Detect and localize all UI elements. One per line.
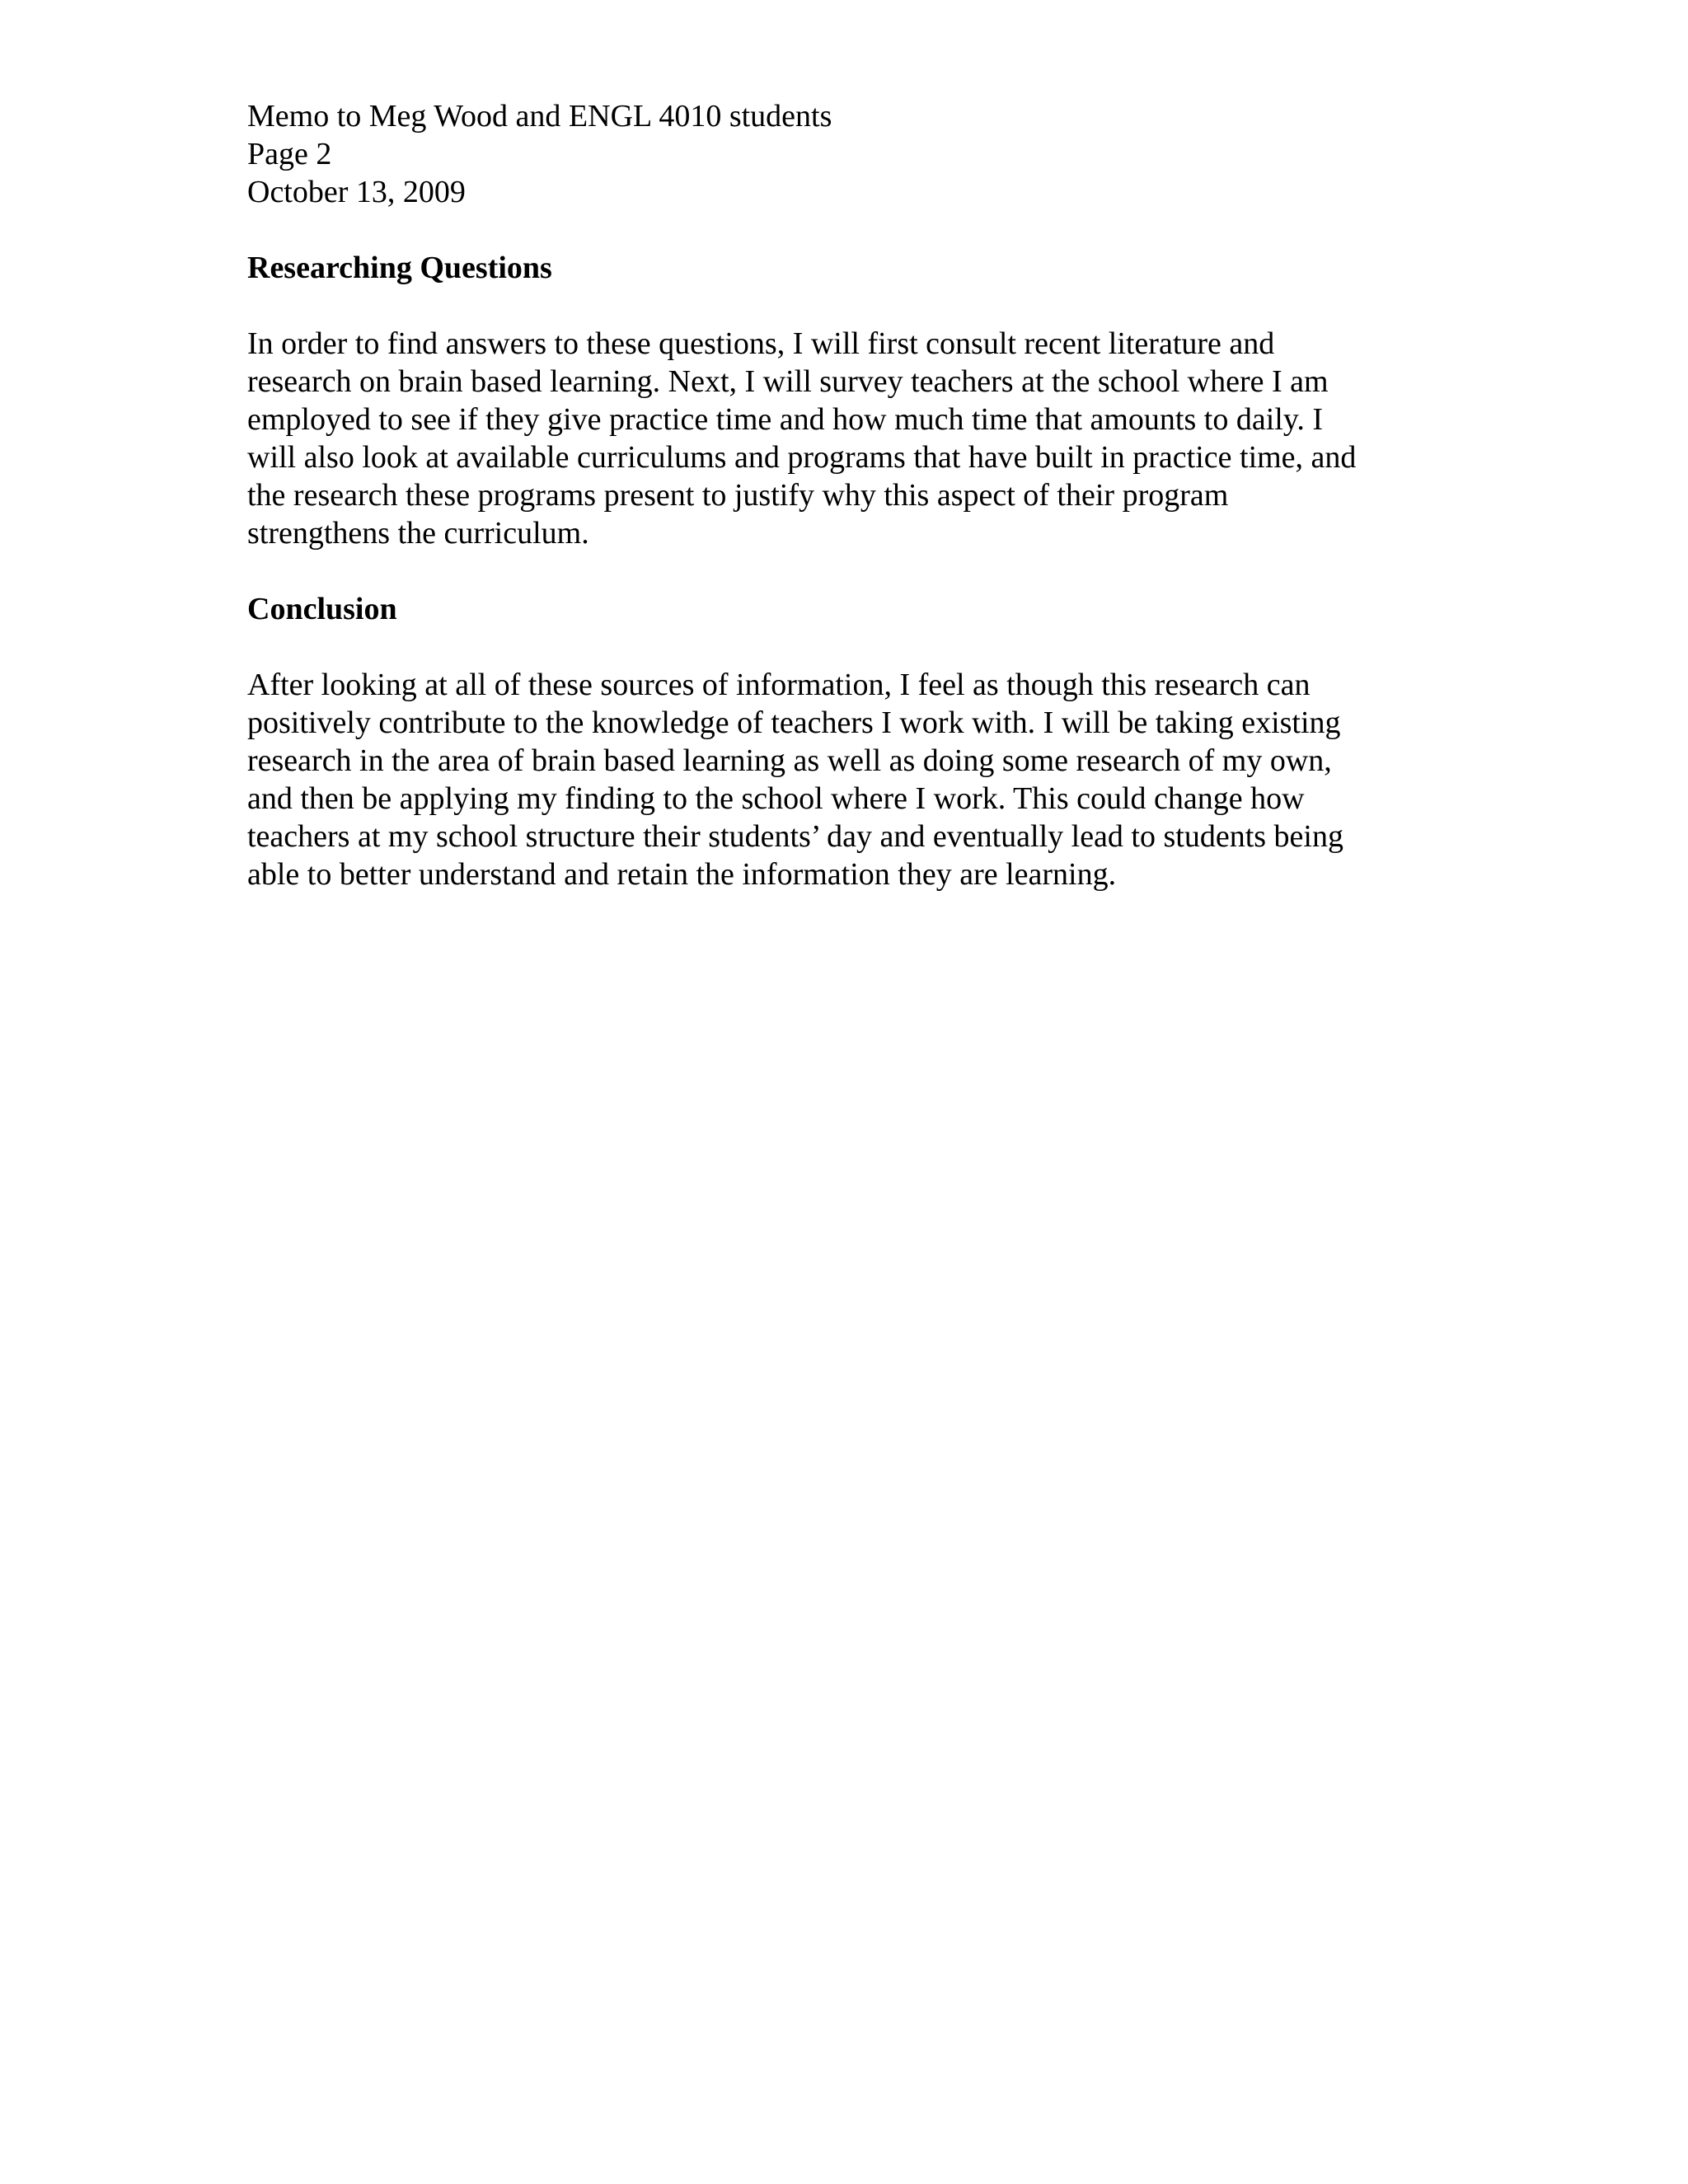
spacer [247,552,1451,590]
paragraph-line: research on brain based learning. Next, I will survey teachers at the school where I am [247,364,1329,399]
section-heading: Conclusion [247,592,397,626]
memo-page-line: Page 2 [247,137,332,171]
paragraph-line: positively contribute to the knowledge of teachers I work with. I will be taking existing [247,705,1341,740]
paragraph-line: In order to find answers to these questions, I will first consult recent literature and [247,326,1275,361]
spacer [247,628,1451,666]
section-researching-questions [247,249,1451,552]
memo-date-line: October 13, 2009 [247,175,466,209]
paragraph-line: research in the area of brain based learning as well as doing some research of my own, [247,743,1332,778]
spacer [247,211,1451,249]
paragraph-line: able to better understand and retain the information they are learning. [247,857,1117,892]
paragraph-line: teachers at my school structure their students’ day and eventually lead to students being [247,819,1343,854]
paragraph [247,666,1451,893]
memo-to-line: Memo to Meg Wood and ENGL 4010 students [247,99,832,134]
paragraph-line: After looking at all of these sources of information, I feel as though this research can [247,668,1311,702]
paragraph [247,325,1451,552]
section-heading: Researching Questions [247,251,552,285]
paragraph-line: employed to see if they give practice time and how much time that amounts to daily. I [247,402,1324,437]
memo-header [247,97,1451,211]
paragraph-line: and then be applying my finding to the school where I work. This could change how [247,781,1305,816]
paragraph-line: will also look at available curriculums and programs that have built in practice time, and [247,440,1357,475]
memo-content [247,97,1451,893]
paragraph-line: the research these programs present to justify why this aspect of their program [247,478,1229,513]
paragraph-line: strengthens the curriculum. [247,516,589,551]
section-conclusion [247,590,1451,893]
spacer [247,287,1451,325]
